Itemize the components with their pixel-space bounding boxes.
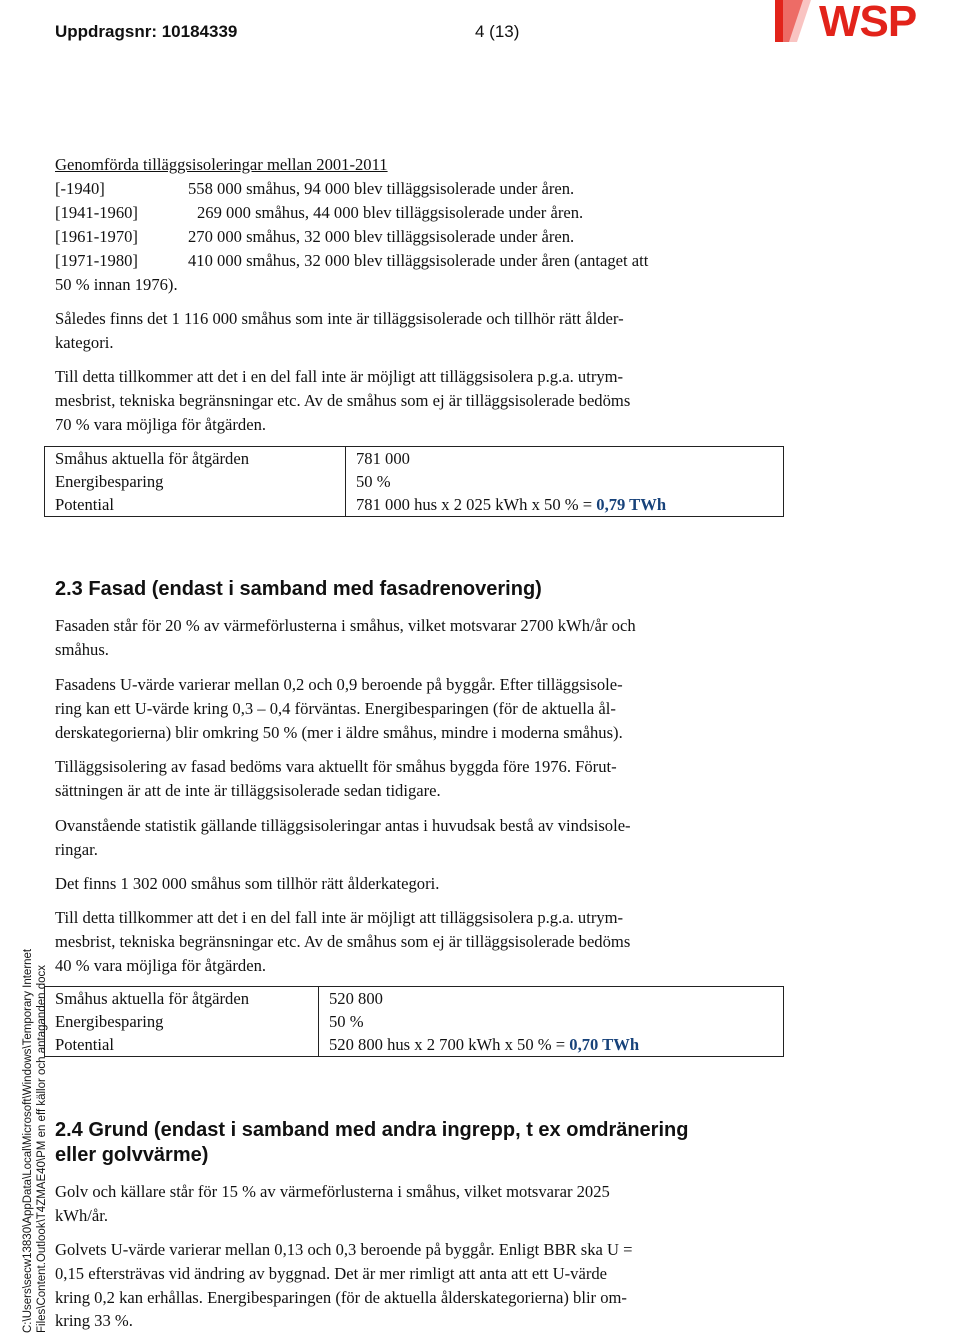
table-cell-value: 50 % bbox=[346, 470, 784, 493]
paragraph-line: kring 33 %. bbox=[55, 1311, 133, 1330]
table-cell-label: Potential bbox=[45, 493, 346, 517]
paragraph-line: 0,15 eftersträvas vid ändring av byggnad. Det är mer rimligt att anta att ett U-värde bbox=[55, 1264, 608, 1283]
file-path-sidebar bbox=[0, 0, 48, 1335]
period-label: [-1940] bbox=[55, 179, 105, 198]
paragraph-line: Till detta tillkommer att det i en del fall inte är möjligt att tilläggsisolera p.g.a. utrym- bbox=[55, 367, 624, 386]
period-text: 410 000 småhus, 32 000 blev tilläggsisolerade under åren (antaget att bbox=[188, 251, 649, 270]
formula-text: 781 000 hus x 2 025 kWh x 50 % = bbox=[356, 494, 597, 514]
paragraph-line: Det finns 1 302 000 småhus som tillhör rätt ålderkategori. bbox=[55, 874, 440, 893]
section-heading-insulation: Genomförda tilläggsisoleringar mellan 2001-2011 bbox=[55, 155, 388, 174]
paragraph-line: Fasadens U-värde varierar mellan 0,2 och 0,9 beroende på byggår. Efter tilläggsisole- bbox=[55, 675, 623, 694]
paragraph-line: småhus. bbox=[55, 640, 109, 659]
period-text: 270 000 småhus, 32 000 blev tilläggsisolerade under åren. bbox=[188, 227, 575, 246]
paragraph-line: kring 0,2 kan erhållas. Energibesparingen (för de aktuella ålderskategorierna) blir om- bbox=[55, 1288, 627, 1307]
paragraph-line: Ovanstående statistik gällande tilläggsisoleringar antas i huvudsak bestå av vindsisole- bbox=[55, 816, 631, 835]
period-row bbox=[55, 179, 575, 199]
potential-table-insulation bbox=[44, 446, 784, 517]
section-heading-foundation-cont: eller golvvärme) bbox=[55, 1144, 209, 1166]
table-row bbox=[45, 447, 784, 471]
paragraph-line: Fasaden står för 20 % av värmeförlusterna i småhus, vilket motsvarar 2700 kWh/år och bbox=[55, 616, 636, 635]
paragraph-line: Således finns det 1 116 000 småhus som inte är tilläggsisolerade och tillhör rätt ålder- bbox=[55, 309, 624, 328]
paragraph-line: Till detta tillkommer att det i en del fall inte är möjligt att tilläggsisolera p.g.a. utrym- bbox=[55, 908, 624, 927]
section-heading-facade: 2.3 Fasad (endast i samband med fasadrenovering) bbox=[55, 578, 542, 600]
section-heading-foundation: 2.4 Grund (endast i samband med andra ingrepp, t ex omdränering bbox=[55, 1119, 689, 1141]
table-cell-value: 781 000 bbox=[346, 447, 784, 471]
formula-text: 520 800 hus x 2 700 kWh x 50 % = bbox=[329, 1034, 570, 1054]
result-value: 0,79 TWh bbox=[596, 494, 667, 514]
paragraph-line: Tilläggsisolering av fasad bedöms vara aktuellt för småhus byggda före 1976. Förut- bbox=[55, 757, 617, 776]
table-cell-label: Potential bbox=[45, 1033, 319, 1057]
paragraph-line: Golvets U-värde varierar mellan 0,13 och 0,3 beroende på byggår. Enligt BBR ska U = bbox=[55, 1240, 633, 1259]
paragraph-line: kWh/år. bbox=[55, 1206, 108, 1225]
table-cell-value: 520 800 bbox=[319, 987, 784, 1011]
paragraph-line: 40 % vara möjliga för åtgärden. bbox=[55, 956, 267, 975]
paragraph-line: mesbrist, tekniska begränsningar etc. Av de småhus som ej är tilläggsisolerade bedöms bbox=[55, 391, 631, 410]
table-cell-label: Energibesparing bbox=[45, 1010, 319, 1033]
table-cell-label: Energibesparing bbox=[45, 470, 346, 493]
paragraph-line: mesbrist, tekniska begränsningar etc. Av de småhus som ej är tilläggsisolerade bedöms bbox=[55, 932, 631, 951]
period-row bbox=[55, 251, 649, 271]
period-text: 558 000 småhus, 94 000 blev tilläggsisolerade under åren. bbox=[188, 179, 575, 198]
page-number: 4 (13) bbox=[475, 22, 520, 41]
paragraph-line: kategori. bbox=[55, 333, 114, 352]
paragraph-line: ringar. bbox=[55, 840, 98, 859]
table-row bbox=[45, 1033, 784, 1057]
table-cell-value: 50 % bbox=[319, 1010, 784, 1033]
paragraph-line: ring kan ett U-värde kring 0,3 – 0,4 förväntas. Energibesparingen (för de aktuella ål- bbox=[55, 699, 616, 718]
table-cell-value bbox=[346, 493, 784, 517]
paragraph-line: Golv och källare står för 15 % av värmeförlusterna i småhus, vilket motsvarar 2025 bbox=[55, 1182, 610, 1201]
period-label: [1941-1960] bbox=[55, 203, 138, 222]
potential-table-facade bbox=[44, 986, 784, 1057]
svg-text:WSP: WSP bbox=[819, 0, 917, 42]
period-row bbox=[55, 227, 575, 247]
document-number: Uppdragsnr: 10184339 bbox=[55, 22, 238, 41]
table-cell-value bbox=[319, 1033, 784, 1057]
period-label: [1961-1970] bbox=[55, 227, 138, 246]
file-path-line-1: C:\Users\secw13830\AppData\Local\Microsoft\Windows\Temporary Internet bbox=[22, 948, 34, 1333]
table-row bbox=[45, 470, 784, 493]
paragraph-line: 70 % vara möjliga för åtgärden. bbox=[55, 415, 267, 434]
table-cell-label: Småhus aktuella för åtgärden bbox=[45, 447, 346, 471]
paragraph-line: sättningen är att de inte är tilläggsisolerade sedan tidigare. bbox=[55, 781, 441, 800]
table-row bbox=[45, 1010, 784, 1033]
paragraph-line: derskategorierna) blir omkring 50 % (mer i äldre småhus, mindre i moderna småhus). bbox=[55, 723, 623, 742]
file-path-line-2: Files\Content.Outlook\T4ZMAE40\PM en eff källor och antaganden.docx bbox=[36, 965, 48, 1333]
table-row bbox=[45, 987, 784, 1011]
table-cell-label: Småhus aktuella för åtgärden bbox=[45, 987, 319, 1011]
table-row bbox=[45, 493, 784, 517]
period-label: [1971-1980] bbox=[55, 251, 138, 270]
paragraph-line: 50 % innan 1976). bbox=[55, 275, 178, 294]
period-text: 269 000 småhus, 44 000 blev tilläggsisolerade under åren. bbox=[197, 203, 584, 222]
result-value: 0,70 TWh bbox=[569, 1034, 640, 1054]
wsp-logo bbox=[775, 0, 960, 42]
period-row bbox=[55, 203, 584, 223]
